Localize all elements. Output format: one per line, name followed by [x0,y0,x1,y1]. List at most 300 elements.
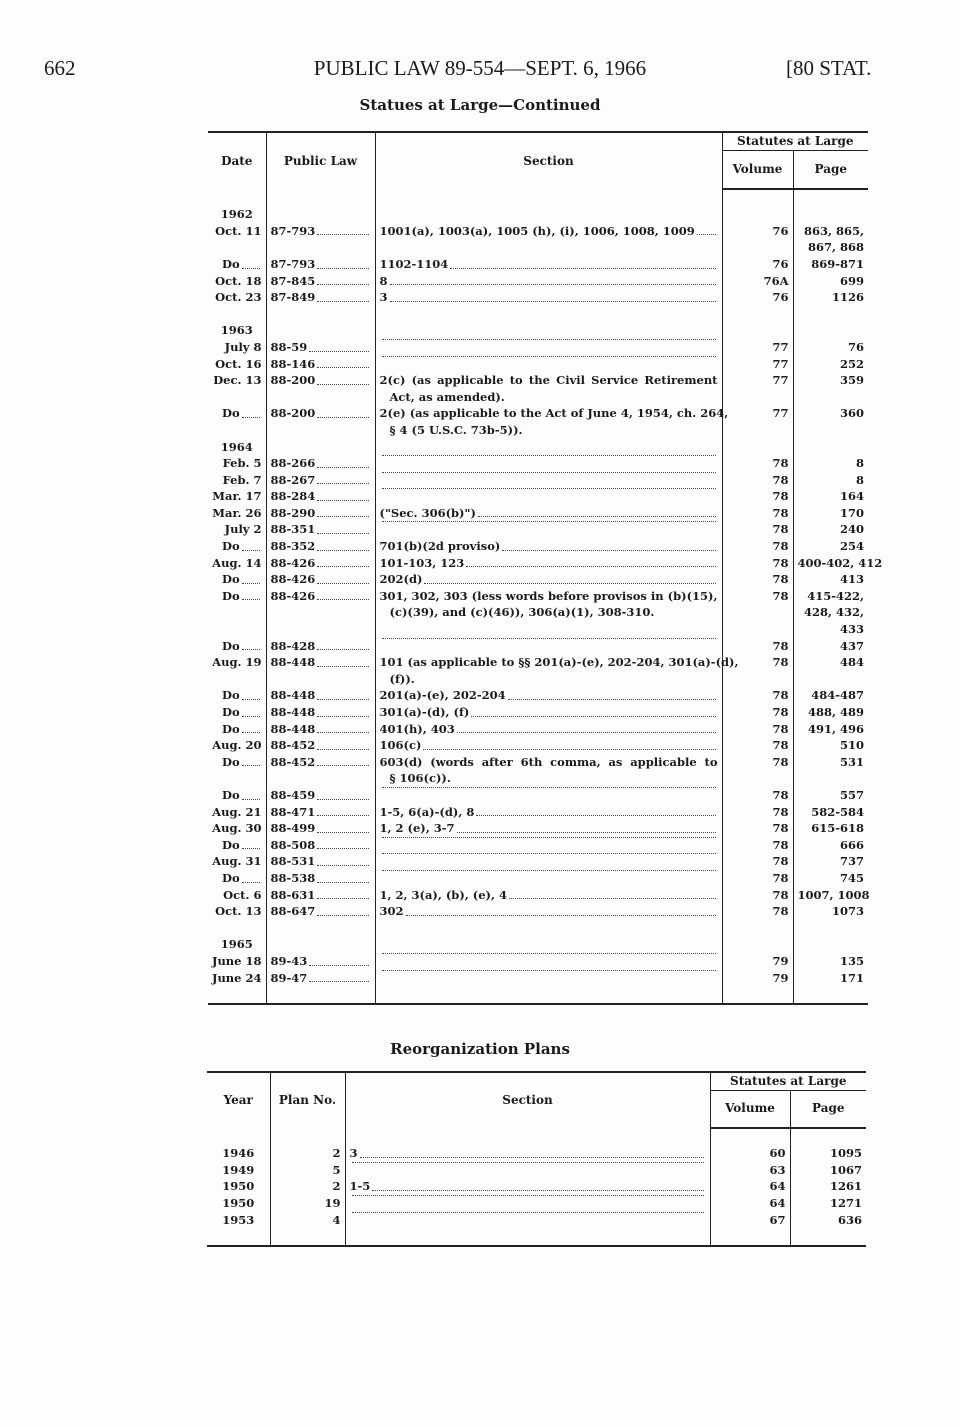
empty-cell [266,206,375,223]
dot-leader [317,837,368,850]
public-law-cell [266,654,375,671]
leader-wrap [350,1145,706,1162]
leader-wrap [380,555,718,572]
leader-wrap [222,787,262,804]
empty-cell [266,671,375,688]
section-cell [345,1212,710,1229]
section-cell [375,273,722,290]
table-row-continuation [208,239,868,256]
dot-leader [317,223,368,236]
empty-cell [790,1228,866,1246]
volume-cell: 78 [722,505,793,522]
dot-leader [406,903,716,916]
empty-cell [375,621,722,638]
leader-wrap [380,505,718,522]
page-cell [793,671,868,688]
section-cell-text: 1102-1104 [379,256,449,271]
dot-leader [423,737,715,750]
dot-leader [309,953,368,966]
page-cell: 666 [793,837,868,854]
table-row [208,273,868,290]
section-cell-text: 1001(a), 1003(a), 1005 (h), (i), 1006, 1008, 1009 [379,223,695,238]
public-law-cell [266,405,375,422]
year-cell: 1964 [220,439,253,454]
volume-cell [722,621,793,638]
empty-cell [722,189,793,207]
empty-cell [375,322,722,339]
public-law-cell-text: 88-290 [270,505,316,520]
section-cell: Act, as amended). [375,389,722,406]
dot-leader [382,953,716,954]
date-cell [208,588,266,605]
dot-leader [382,488,716,489]
volume-cell: 60 [710,1145,790,1162]
leader-wrap [380,970,718,975]
leader-wrap [271,853,371,870]
section-cell [375,870,722,887]
public-law-cell-text: 87-845 [270,273,316,288]
page-cell: 164 [793,488,868,505]
leader-wrap [350,1212,706,1217]
section-cell [375,289,722,306]
dot-leader [317,505,368,518]
page-cell: 531 [793,754,868,771]
table-row-continuation [208,671,868,688]
date-cell [208,837,266,854]
page-cell: 8 [793,455,868,472]
public-law-cell [266,853,375,870]
leader-wrap [380,638,718,643]
section-cell: 301, 302, 303 (less words before provisos in (b)(15), [375,588,722,605]
empty-cell [793,189,868,207]
page-cell: 76 [793,339,868,356]
dot-leader [476,804,715,817]
dot-leader [352,1195,704,1196]
public-law-cell [266,887,375,904]
volume-cell: 76 [722,256,793,273]
spacer-row [207,1228,866,1246]
page-cell: 484-487 [793,687,868,704]
section-cell [375,356,722,373]
date-cell [208,754,266,771]
year-cell: 1950 [222,1195,255,1210]
public-law-cell [266,571,375,588]
dot-leader [382,970,716,971]
year-cell: 1950 [222,1179,255,1194]
dot-leader [242,870,260,883]
date-cell: Mar. 26 [212,505,262,520]
reorganization-table [207,1071,866,1251]
public-law-cell [266,356,375,373]
page-cell: 428, 432, [793,604,868,621]
section-cell [375,704,722,721]
date-cell: Oct. 16 [215,356,262,371]
year-cell [208,986,266,1004]
dot-leader [390,273,716,286]
page-cell: 252 [793,356,868,373]
leader-wrap [271,339,371,356]
volume-cell [722,422,793,439]
dot-leader [317,538,368,551]
page-cell: 867, 868 [793,239,868,256]
leader-wrap [271,870,371,887]
dot-leader [317,488,368,501]
leader-wrap [271,521,371,538]
year-cell [208,920,266,937]
volume-cell: 78 [722,571,793,588]
date-cell [208,571,266,588]
year-cell: 1963 [220,323,253,338]
section-cell-text: 1-5 [349,1179,371,1194]
leader-wrap [271,505,371,522]
leader-wrap [380,853,718,858]
table-row [208,521,868,538]
section-cell [345,1195,710,1212]
page-cell: 615-618 [793,820,868,837]
public-law-cell [266,273,375,290]
dot-leader [424,571,715,584]
public-law-cell-text: 88-284 [270,489,316,504]
leader-wrap [222,405,262,422]
empty-cell [266,920,375,937]
table-row [208,787,868,804]
dot-leader [352,1212,704,1213]
empty-cell [722,936,793,953]
section-cell-text: 301(a)-(d), (f) [379,705,470,719]
date-cell: Aug. 20 [212,738,262,753]
volume-cell [722,770,793,787]
date-cell [208,256,266,273]
table-row [208,903,868,920]
public-law-cell-text: 88-352 [270,539,316,554]
public-law-cell [266,804,375,821]
section-cell [375,538,722,555]
empty-cell [375,189,722,207]
volume-cell: 78 [722,887,793,904]
public-law-cell [266,505,375,522]
dot-leader [317,704,368,717]
year-cell [208,189,266,207]
dot-leader [317,555,368,568]
empty-cell [375,306,722,323]
section-cell-text: 8 [379,273,388,288]
leader-wrap [380,455,718,460]
public-law-cell [266,289,375,306]
page-cell [793,770,868,787]
public-law-cell [266,837,375,854]
empty-cell [208,422,266,439]
empty-cell [266,604,375,621]
leader-wrap [271,289,371,306]
date-cell-text: Do [222,406,240,421]
public-law-cell-text: 87-793 [270,256,316,271]
page-cell: 1067 [790,1162,866,1179]
year-cell: 1965 [220,937,253,952]
section-cell [375,737,722,754]
empty-cell [208,671,266,688]
table-row [208,654,868,671]
dot-leader [317,405,368,418]
col-header-section: Section [375,132,722,189]
page-cell: 359 [793,372,868,389]
table-row [207,1195,866,1212]
dot-leader [502,538,715,551]
stat-reference: [80 STAT. [786,56,872,80]
dot-leader [317,721,368,734]
date-cell: Aug. 30 [212,821,262,836]
table-row-continuation [208,621,868,638]
leader-wrap [271,903,371,920]
leader-wrap [380,721,718,738]
table-row [208,953,868,970]
dot-leader [317,638,368,651]
volume-cell: 78 [722,638,793,655]
col-header-volume: Volume [722,150,793,189]
table-row [208,571,868,588]
table-row [208,588,868,605]
leader-wrap [350,1162,706,1167]
section-cell-text: 701(b)(2d proviso) [379,539,501,554]
volume-cell: 76 [722,223,793,240]
col-header-section: Section [345,1072,710,1128]
date-cell-text: Do [222,688,240,703]
empty-cell [722,306,793,323]
date-cell [208,704,266,721]
page-cell [793,422,868,439]
dot-leader [242,754,260,767]
dot-leader [242,787,260,800]
section-cell-text: 1-5, 6(a)-(d), 8 [379,804,475,819]
empty-cell [710,1128,790,1146]
public-law-cell [266,521,375,538]
col-header-page: Page [790,1090,866,1128]
section-cell: (f)). [375,671,722,688]
empty-cell [266,422,375,439]
empty-cell [266,306,375,323]
table-row [208,256,868,273]
dot-leader [478,505,716,518]
dot-leader [242,638,260,651]
date-cell: July 2 [224,522,262,537]
public-law-cell-text: 88-426 [270,555,316,570]
empty-cell [270,1128,345,1146]
table-row [208,472,868,489]
leader-wrap [380,704,718,721]
page-cell: 170 [793,505,868,522]
leader-wrap [380,256,718,273]
dot-leader [317,870,368,883]
leader-wrap [380,472,718,477]
empty-cell [722,986,793,1004]
section-cell-text: 302 [379,904,404,919]
volume-cell: 79 [722,953,793,970]
volume-cell: 76A [722,273,793,290]
dot-leader [508,687,716,700]
volume-cell: 78 [722,837,793,854]
public-law-cell-text: 88-508 [270,837,316,852]
empty-cell [375,206,722,223]
volume-cell: 64 [710,1195,790,1212]
empty-cell [266,770,375,787]
page-cell: 737 [793,853,868,870]
public-law-cell-text: 88-448 [270,655,316,670]
year-cell: 1946 [222,1146,255,1161]
public-law-cell [266,256,375,273]
volume-cell: 78 [722,472,793,489]
volume-cell: 78 [722,804,793,821]
public-law-cell-text: 87-849 [270,290,316,305]
dot-leader [317,887,368,900]
volume-cell: 76 [722,289,793,306]
section-cell [375,505,722,522]
table-row [208,289,868,306]
section-cell-text: ("Sec. 306(b)") [379,505,476,520]
table-row [208,737,868,754]
date-cell-text: Do [222,539,240,554]
dot-leader [242,256,260,269]
page-cell: 491, 496 [793,721,868,738]
leader-wrap [380,521,718,526]
dot-leader [360,1145,704,1158]
volume-cell: 77 [722,405,793,422]
leader-wrap [271,472,371,489]
leader-wrap [380,837,718,842]
dot-leader [471,704,715,717]
section-cell [375,555,722,572]
leader-wrap [271,405,371,422]
section-cell-text: 3 [349,1146,358,1161]
public-law-cell [266,787,375,804]
section-cell-text: 201(a)-(e), 202-204 [379,688,506,703]
leader-wrap [222,721,262,738]
empty-cell [208,389,266,406]
section-cell-text: 106(c) [379,738,422,753]
leader-wrap [222,870,262,887]
dot-leader [317,289,368,302]
table-row [208,638,868,655]
table-row [208,704,868,721]
plan-cell: 19 [270,1195,345,1212]
leader-wrap [222,754,262,771]
leader-wrap [380,737,718,754]
page-cell: 413 [793,571,868,588]
volume-cell: 78 [722,820,793,837]
empty-cell [266,936,375,953]
year-cell [208,306,266,323]
dot-leader [242,837,260,850]
page-cell: 254 [793,538,868,555]
leader-wrap [380,804,718,821]
dot-leader [317,687,368,700]
empty-cell [375,439,722,456]
leader-wrap [350,1178,706,1195]
dot-leader [309,970,368,983]
leader-wrap [271,721,371,738]
date-cell-text: Do [222,256,240,271]
public-law-cell-text: 88-267 [270,472,316,487]
leader-wrap [271,356,371,373]
leader-wrap [271,787,371,804]
table-row [207,1212,866,1229]
dot-leader [242,721,260,734]
leader-wrap [222,687,262,704]
public-law-cell-text: 88-200 [270,406,316,421]
dot-leader [317,737,368,750]
volume-cell [722,671,793,688]
dot-leader [317,571,368,584]
page-cell: 510 [793,737,868,754]
date-cell: Oct. 18 [215,273,262,288]
leader-wrap [271,654,371,671]
date-cell [208,538,266,555]
date-cell: Aug. 31 [212,854,262,869]
dot-leader [382,521,716,522]
empty-cell [266,189,375,207]
col-header-statutes: Statutes at Large [722,132,868,150]
public-law-cell [266,555,375,572]
volume-cell: 78 [722,737,793,754]
leader-wrap [380,887,718,904]
leader-wrap [271,754,371,771]
public-law-cell-text: 89-47 [270,970,308,985]
date-cell: Dec. 13 [213,373,262,388]
public-law-cell-text: 88-59 [270,339,308,354]
empty-cell [710,1228,790,1246]
public-law-cell [266,638,375,655]
volume-cell: 67 [710,1212,790,1229]
date-cell-text: Do [222,787,240,802]
volume-cell: 78 [722,754,793,771]
section-cell [375,887,722,904]
leader-wrap [271,687,371,704]
section-cell: § 4 (5 U.S.C. 73b-5)). [375,422,722,439]
leader-wrap [380,289,718,306]
section-cell [375,820,722,837]
empty-cell [793,206,868,223]
empty-cell [793,306,868,323]
date-cell-text: Do [222,754,240,769]
public-law-cell-text: 88-452 [270,754,316,769]
public-law-cell-text: 88-426 [270,588,316,603]
dot-leader [382,455,716,456]
date-cell-text: Do [222,705,240,719]
col-header-volume: Volume [710,1090,790,1128]
public-law-cell [266,455,375,472]
leader-wrap [380,953,718,958]
table-row [208,339,868,356]
table-row [207,1178,866,1195]
public-law-cell-text: 88-531 [270,854,316,869]
section-cell-text: 3 [379,290,388,305]
volume-cell: 78 [722,903,793,920]
leader-wrap [380,571,718,588]
public-law-cell-text: 88-647 [270,904,316,919]
table-row [207,1145,866,1162]
statutes-table [208,131,883,1009]
section-cell [345,1145,710,1162]
public-law-cell [266,870,375,887]
empty-cell [790,1128,866,1146]
volume-cell: 77 [722,372,793,389]
leader-wrap [271,555,371,572]
spacer-row [208,920,868,937]
volume-cell [722,604,793,621]
empty-cell [375,239,722,256]
page-cell: 437 [793,638,868,655]
leader-wrap [271,953,371,970]
volume-cell: 78 [722,488,793,505]
date-cell-text: Do [222,837,240,852]
